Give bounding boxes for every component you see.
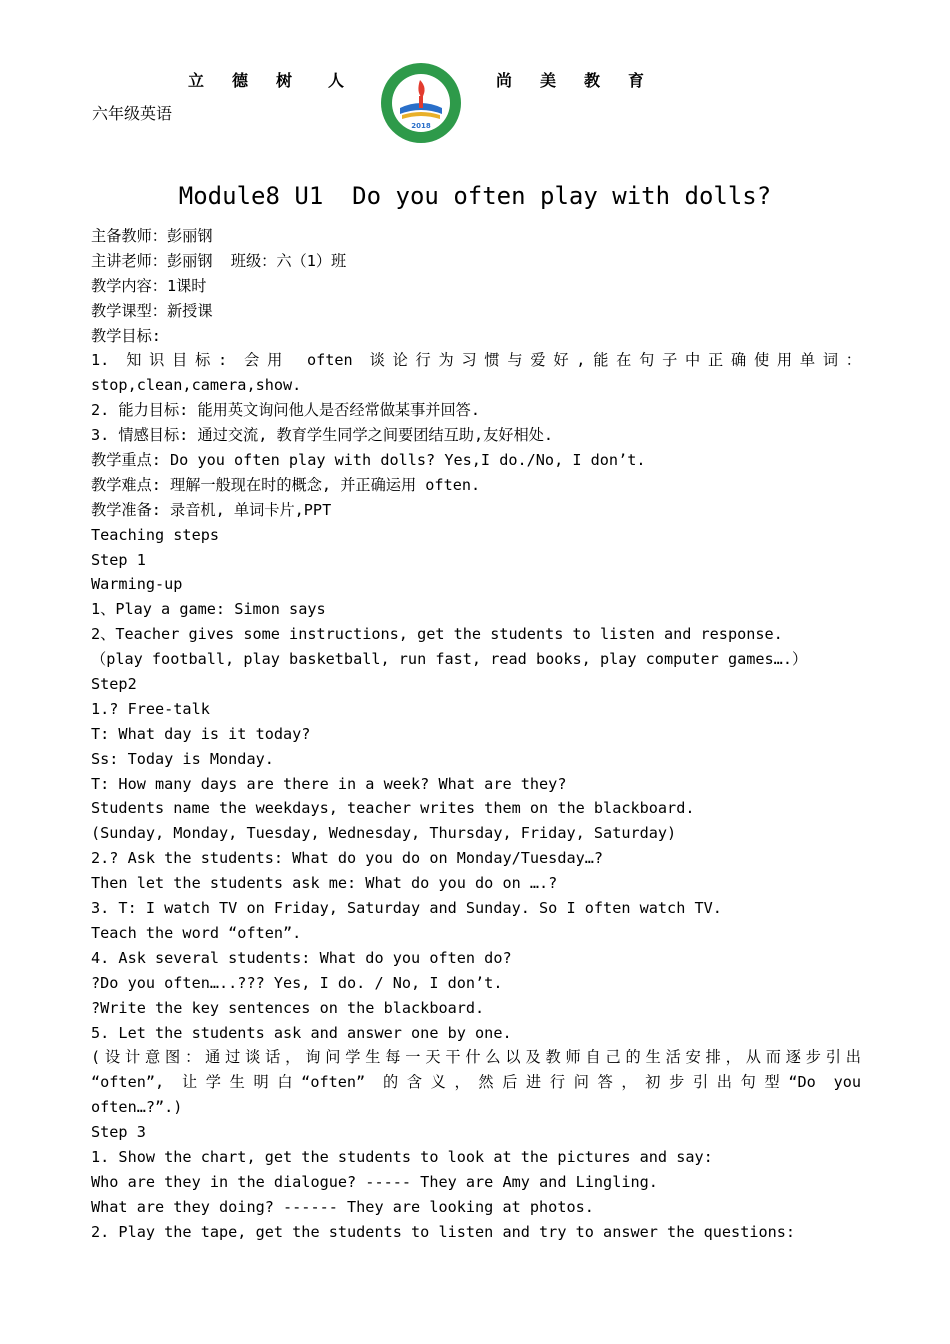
text-line: 2. 能力目标: 能用英文询问他人是否经常做某事并回答. [91,401,480,420]
motto-char: 教 [584,71,601,90]
logo-year: 2018 [411,122,431,130]
text-line: T: What day is it today? [91,724,311,743]
text-line: Warming-up [91,575,183,594]
text-line: T: How many days are there in a week? What are they? [91,774,567,793]
text-line: （play football, play basketball, run fast, read books, play computer games….） [91,650,808,669]
text-line: 1. 知识目标: 会用 often 谈论行为习惯与爱好,能在句子中正确使用单词： [91,351,861,370]
text-line: ?Do you often…..??? Yes, I do. / No, I don’t. [91,973,503,992]
text-line: Step 3 [91,1123,146,1142]
text-line: (Sunday, Monday, Tuesday, Wednesday, Thursday, Friday, Saturday) [91,824,677,843]
motto-char: 德 [232,71,249,90]
text-line: 教学难点: 理解一般现在时的概念, 并正确运用 often. [91,475,481,494]
page-title: Module8 U1 Do you often play with dolls? [178,182,772,210]
text-line: 教学准备: 录音机, 单词卡片,PPT [91,500,332,519]
text-line: ?Write the key sentences on the blackboard. [91,998,485,1017]
text-line: (设计意图：通过谈话，询问学生每一天干什么以及教师自己的生活安排，从而逐步引出 [91,1048,861,1067]
school-logo-icon [380,62,462,144]
text-line: 主讲老师：彭丽钢 班级：六（1）班 [91,251,347,270]
grade-label: 六年级英语 [92,104,173,123]
text-line: 1.? Free-talk [91,699,210,718]
text-line: “often”, 让学生明白“often” 的含义，然后进行问答，初步引出句型“Do you [91,1073,861,1092]
text-line: 4. Ask several students: What do you often do? [91,948,512,967]
motto-char: 育 [628,71,645,90]
text-line: Then let the students ask me: What do you do on ….? [91,874,558,893]
motto-char: 尚 [496,71,513,90]
text-line: 1. Show the chart, get the students to look at the pictures and say: [91,1147,713,1166]
text-line: Teach the word “often”. [91,923,302,942]
text-line: 2、Teacher gives some instructions, get the students to listen and response. [91,625,783,644]
motto-char: 树 [276,71,293,90]
motto-char: 美 [540,71,557,90]
text-line: What are they doing? ------ They are looking at photos. [91,1197,594,1216]
text-line: Step2 [91,675,137,694]
text-line: 教学重点: Do you often play with dolls? Yes,I do./No, I don’t. [91,451,646,470]
text-line: stop,clean,camera,show. [91,376,302,395]
text-line: Students name the weekdays, teacher writes them on the blackboard. [91,799,695,818]
text-line: 教学内容：1课时 [91,276,207,295]
text-line: 5. Let the students ask and answer one by one. [91,1023,512,1042]
motto-char: 立 [188,71,205,90]
text-line: Who are they in the dialogue? ----- They are Amy and Lingling. [91,1172,658,1191]
text-line: 3. 情感目标: 通过交流, 教育学生同学之间要团结互助,友好相处. [91,426,553,445]
text-line: 2. Play the tape, get the students to listen and try to answer the questions: [91,1222,796,1241]
text-line: 2.? Ask the students: What do you do on Monday/Tuesday…? [91,849,604,868]
motto-char: 人 [328,71,345,90]
text-line: 主备教师：彭丽钢 [91,227,213,245]
document-body [91,224,861,1245]
text-line: 3. T: I watch TV on Friday, Saturday and Sunday. So I often watch TV. [91,899,722,918]
text-line: 教学目标: [91,326,161,345]
text-line: often…?”.) [91,1098,183,1117]
text-line: 1、Play a game: Simon says [91,600,326,619]
text-line: Ss: Today is Monday. [91,749,274,768]
text-line: Step 1 [91,550,146,569]
text-line: Teaching steps [91,525,220,544]
text-line: 教学课型：新授课 [91,301,213,320]
